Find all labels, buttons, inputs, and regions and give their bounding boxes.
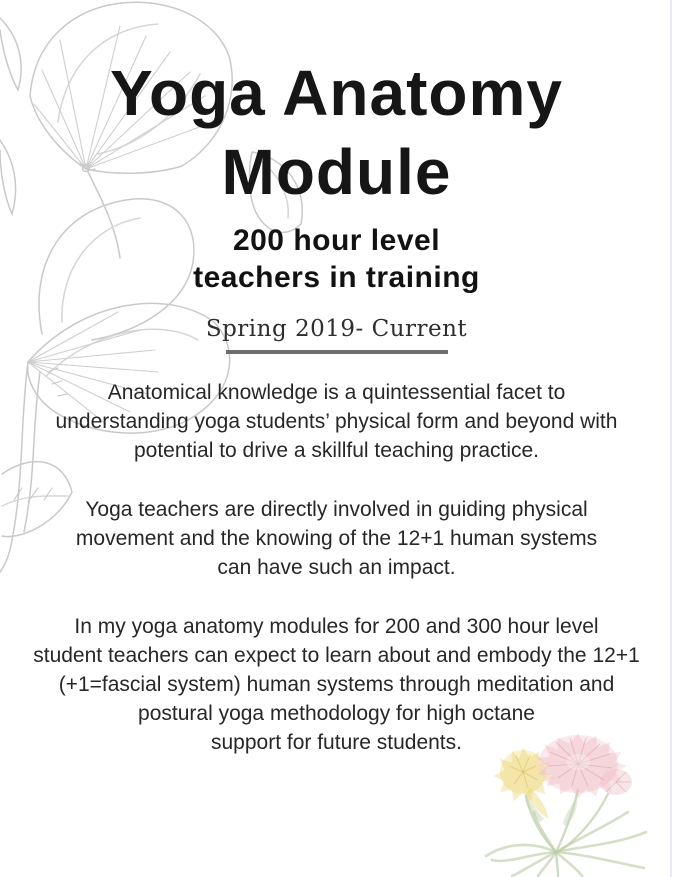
- paragraph-line: Yoga teachers are directly involved in guiding physical: [85, 498, 588, 521]
- paragraph-line: movement and the knowing of the 12+1 human systems: [75, 527, 598, 550]
- paragraph-line: In my yoga anatomy modules for 200 and 300 hour level: [74, 615, 599, 638]
- date-range: [0, 316, 673, 354]
- paragraph-line: can have such an impact.: [217, 556, 456, 579]
- paragraph-line: support for future students.: [211, 731, 462, 754]
- title-line-2: Module: [221, 136, 452, 208]
- date-range-label: Spring 2019- Current: [205, 316, 468, 342]
- paragraph-1: [5, 378, 669, 465]
- page-title: [0, 54, 673, 212]
- paragraph-2: [5, 495, 669, 582]
- paragraph-line: postural yoga methodology for high octane: [138, 702, 535, 725]
- subtitle: [0, 222, 673, 296]
- paragraph-line: (+1=fascial system) human systems through meditation and: [58, 673, 615, 696]
- paragraph-line: student teachers can expect to learn about and embody the 12+1: [33, 644, 640, 667]
- subtitle-line-2: teachers in training: [193, 261, 480, 294]
- title-line-1: Yoga Anatomy: [110, 57, 563, 129]
- paragraph-line: potential to drive a skillful teaching practice.: [133, 439, 540, 462]
- date-underline-rule: [226, 350, 448, 354]
- paragraph-line: understanding yoga students’ physical form and beyond with: [55, 410, 618, 433]
- paragraph-3: [5, 612, 669, 757]
- paragraph-line: Anatomical knowledge is a quintessential facet to: [107, 381, 566, 404]
- subtitle-line-1: 200 hour level: [232, 224, 441, 257]
